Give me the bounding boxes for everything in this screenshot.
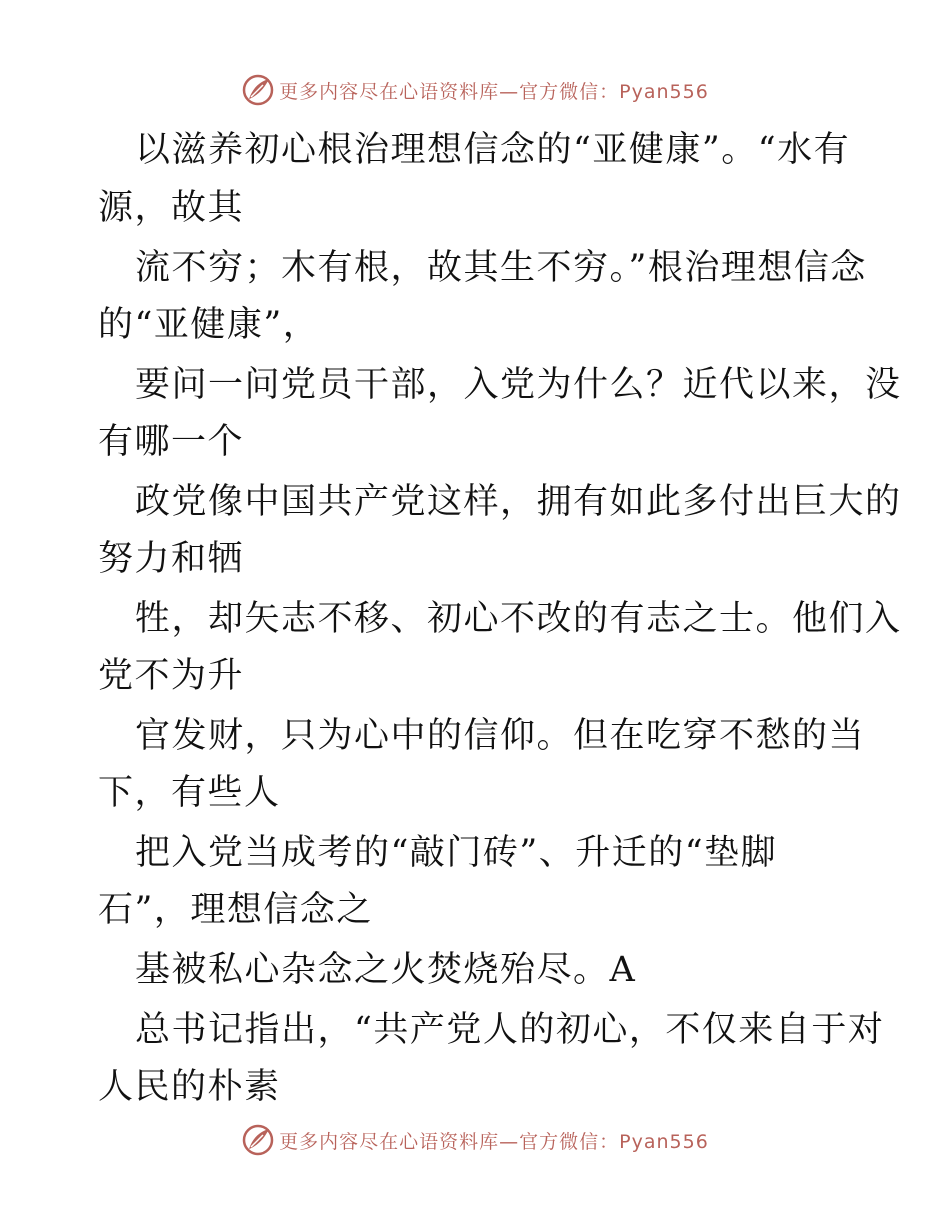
footer-banner xyxy=(0,1120,950,1160)
leaf-pen-logo-icon xyxy=(241,73,275,107)
text-line: 有哪一个 xyxy=(98,422,245,462)
header-banner-text: 更多内容尽在心语资料库—官方微信：Pyan556 xyxy=(279,80,709,103)
text-line: 源，故其 xyxy=(98,188,245,228)
text-line: 总书记指出，“共产党人的初心，不仅来自于对 xyxy=(135,1010,885,1050)
text-line: 努力和牺 xyxy=(98,539,245,579)
text-line: 下，有些人 xyxy=(98,773,281,813)
header-banner xyxy=(0,70,950,110)
text-line: 把入党当成考的“敲门砖”、升迁的“垫脚 xyxy=(135,833,778,873)
text-line: 的“亚健康”， xyxy=(98,305,320,345)
text-line: 牲，却矢志不移、初心不改的有志之士。他们入 xyxy=(135,599,902,639)
text-line: 以滋养初心根治理想信念的“亚健康”。“水有 xyxy=(135,130,851,170)
text-line: 石”，理想信念之 xyxy=(98,890,373,930)
text-line: 政党像中国共产党这样，拥有如此多付出巨大的 xyxy=(135,482,902,522)
text-line: 流不穷；木有根，故其生不穷。”根治理想信念 xyxy=(135,248,867,288)
footer-banner-text: 更多内容尽在心语资料库—官方微信：Pyan556 xyxy=(279,1130,709,1153)
text-line: 人民的朴素 xyxy=(98,1067,281,1107)
text-line: 党不为升 xyxy=(98,656,245,696)
leaf-pen-logo-icon xyxy=(241,1123,275,1157)
text-line: 要问一问党员干部，入党为什么？近代以来，没 xyxy=(135,365,902,405)
text-line: 官发财，只为心中的信仰。但在吃穿不愁的当 xyxy=(135,716,866,756)
text-line: 基被私心杂念之火焚烧殆尽。A xyxy=(135,950,637,990)
